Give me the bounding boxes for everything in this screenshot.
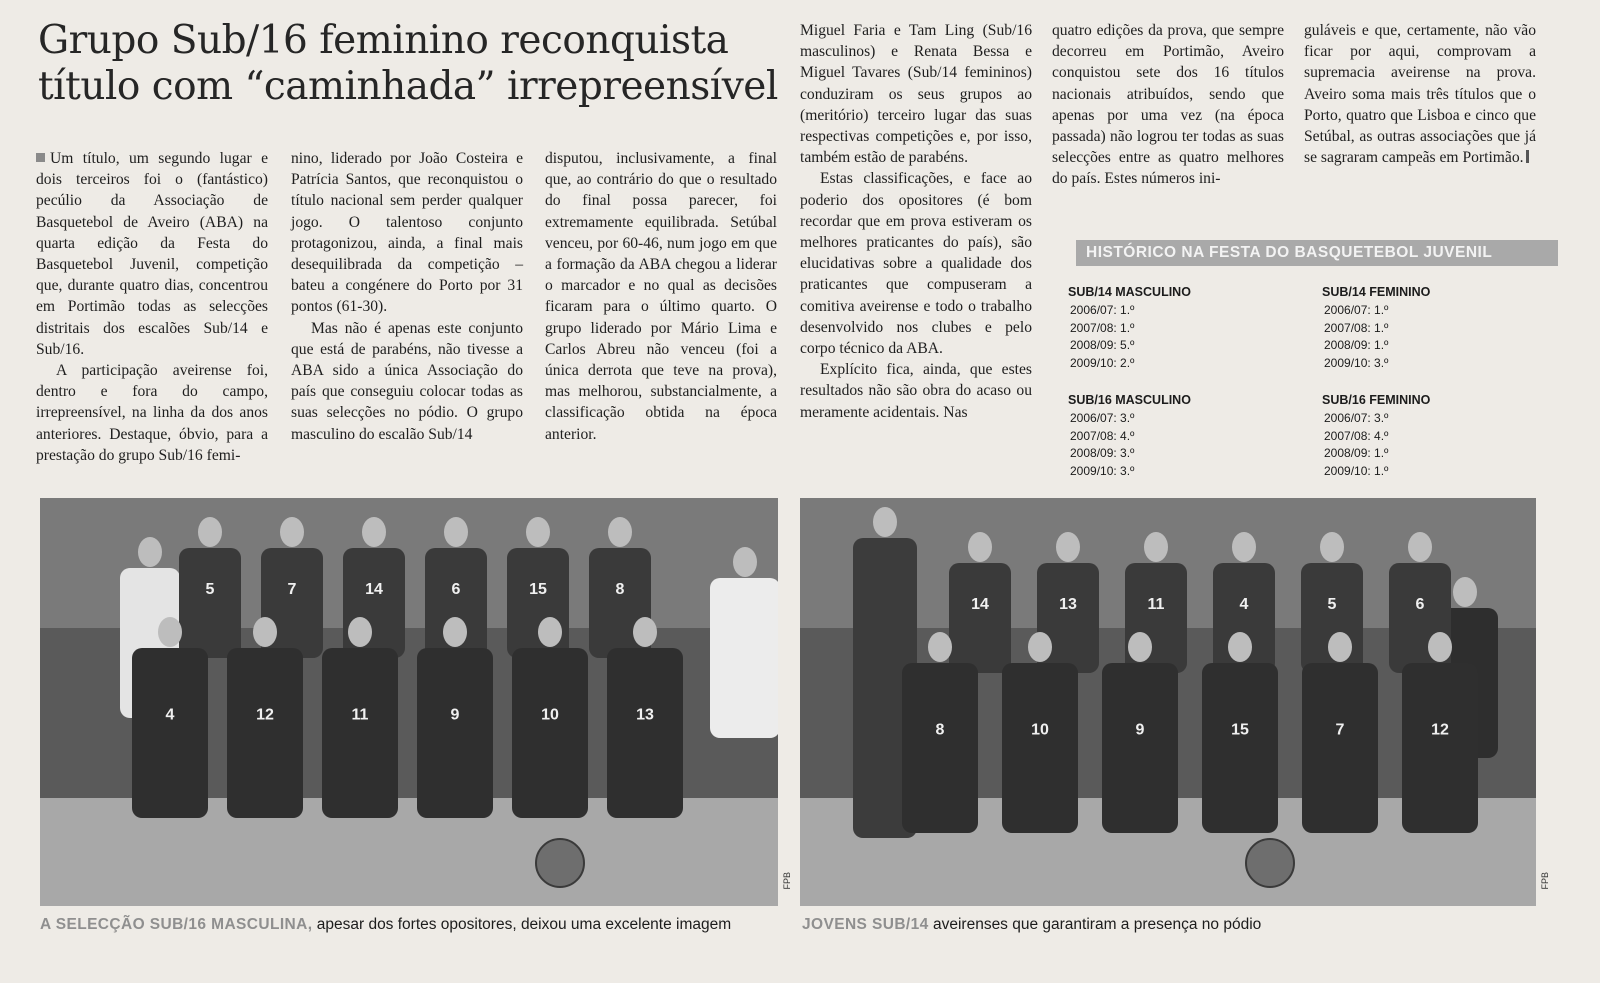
paragraph: guláveis e que, certamente, não vão ficar por aqui, comprovam a supremacia aveirense na prova. Aveiro soma mais três títulos que o Porto, quatro que Lisboa e cinco que Setúbal, as outras associações que já se sagraram campeãs em Portimão. [1304,22,1536,167]
jersey-number: 9 [1135,721,1145,739]
history-group [1068,392,1268,480]
player-jersey [1402,663,1478,833]
player-head [1232,532,1256,562]
player-jersey [949,563,1011,673]
paragraph: disputou, inclusivamente, a final que, ao contrário do que o resultado do final possa parecer, foi extremamente equilibrada. Setúbal venceu, por 60-46, num jogo em que a formação da ABA chegou a liderar o marcador e no qual as decisões ficaram para o último quarto. O grupo liderado por Mário Lima e Carlos Abreu não venceu (foi a única derrota que teve na prova), mas melhorou, substancialmente, a classificação obtida na época anterior. [545,150,777,443]
photo-credit: FPB [1540,872,1550,890]
photo-sub14-team [800,498,1536,906]
history-row: 2008/09: 1.º [1324,338,1389,352]
jersey-number: 14 [971,596,989,614]
paragraph: nino, liderado por João Costeira e Patrícia Santos, que reconquistou o título nacional sem perder qualquer jogo. O talentoso conjunto protagonizou, ainda, a final mais desequilibrada da competição – bateu a congénere do Porto por 31 pontos (61-30). [291,150,523,316]
jersey-number: 5 [205,581,215,599]
paragraph: Um título, um segundo lugar e dois terceiros foi o (fantástico) pecúlio da Associação de Basquetebol de Aveiro (ABA) na quarta edição da Festa do Basquetebol Juvenil, competição que, durante quatro dias, concentrou em Portimão todas as selecções distritais dos escalões Sub/14 e Sub/16. [36,150,268,358]
article-column-1 [36,148,268,466]
jersey-number: 10 [541,706,559,724]
article-column-4 [800,20,1032,423]
photo-caption-2 [802,915,1542,935]
player-head [1428,632,1452,662]
caption-lead: A SELECÇÃO SUB/16 MASCULINA, [40,916,313,933]
jersey-number: 4 [1239,596,1249,614]
jersey-number: 4 [165,706,175,724]
jersey-number: 13 [636,706,654,724]
player-jersey [507,548,569,658]
history-row: 2006/07: 3.º [1324,411,1389,425]
player-head [198,517,222,547]
jersey-number: 14 [365,581,383,599]
player-head [968,532,992,562]
player-jersey [322,648,398,818]
jersey-number: 15 [529,581,547,599]
jersey-number: 7 [1335,721,1345,739]
jersey-number: 10 [1031,721,1049,739]
jersey-number: 13 [1059,596,1077,614]
player-head [1408,532,1432,562]
player-head [444,517,468,547]
player-head [608,517,632,547]
paragraph: Mas não é apenas este conjunto que está de parabéns, não tivesse a ABA sido a única Associação do país que conseguiu colocar todas as suas selecções no pódio. O grupo masculino do escalão Sub/14 [291,319,523,443]
history-row: 2008/09: 5.º [1070,338,1135,352]
player-head [348,617,372,647]
headline: Grupo Sub/16 feminino reconquista título com “caminhada” irrepreensível [38,18,778,109]
player-jersey [417,648,493,818]
history-group-title: SUB/16 MASCULINO [1068,393,1191,407]
player-head [158,617,182,647]
player-head [1028,632,1052,662]
history-row: 2007/08: 1.º [1070,320,1135,335]
jersey-number: 5 [1327,596,1337,614]
player-head [538,617,562,647]
player-head [280,517,304,547]
player-jersey [1002,663,1078,833]
player-head [733,547,757,577]
player-jersey [1202,663,1278,833]
jersey-number: 11 [1147,596,1165,614]
player-head [1228,632,1252,662]
history-row: 2006/07: 3.º [1070,411,1135,425]
paragraph: Explícito fica, ainda, que estes resultados não são obra do acaso ou meramente acidentais. Nas [800,361,1032,421]
player-head [1328,632,1352,662]
player-head [443,617,467,647]
article-column-2 [291,148,523,445]
paragraph: Miguel Faria e Tam Ling (Sub/16 masculinos) e Renata Bessa e Miguel Tavares (Sub/14 femininos) conduziram os seus grupos ao (meritório) terceiro lugar das suas respectivas competições e, por isso, também estão de parabéns. [800,22,1032,167]
history-group-title: SUB/14 FEMININO [1322,285,1431,299]
history-row: 2009/10: 1.º [1324,463,1389,478]
history-group [1068,284,1268,372]
caption-text: apesar dos fortes opositores, deixou uma excelente imagem [312,916,732,933]
caption-lead: JOVENS SUB/14 [802,916,929,933]
article-column-5 [1052,20,1284,190]
player-head [1056,532,1080,562]
jersey-number: 9 [450,706,460,724]
jersey-number: 12 [1431,721,1449,739]
player-jersey [710,578,778,738]
end-mark-icon [1526,150,1529,163]
caption-text: aveirenses que garantiram a presença no pódio [928,916,1262,933]
history-row: 2006/07: 1.º [1324,303,1389,317]
team-photo-illustration [40,498,778,906]
jersey-number: 11 [351,706,369,724]
player-head [1144,532,1168,562]
player-head [362,517,386,547]
history-row: 2008/09: 3.º [1070,446,1135,460]
player-jersey [179,548,241,658]
player-jersey [607,648,683,818]
player-jersey [132,648,208,818]
paragraph: A participação aveirense foi, dentro e fora do campo, irrepreensível, na linha da dos anos anteriores. Destaque, óbvio, para a prestação do grupo Sub/16 femi- [36,362,268,464]
basketball [1246,839,1294,887]
jersey-number: 8 [615,581,625,599]
jersey-number: 15 [1231,721,1249,739]
paragraph: quatro edições da prova, que sempre decorreu em Portimão, Aveiro conquistou sete dos 16 títulos nacionais atribuídos, sendo que apenas por uma vez (na época passada) não logrou ter todas as suas selecções entre as quatro melhores do país. Estes números ini- [1052,22,1284,188]
history-group [1322,392,1522,480]
player-head [526,517,550,547]
photo-caption-1 [40,915,780,935]
history-row: 2007/08: 1.º [1324,320,1389,335]
paragraph: Estas classificações, e face ao poderio dos opositores (é bom recordar que em prova estiveram os melhores praticantes do país), são elucidativas sobre a qualidade dos praticantes que compuseram a comitiva aveirense e todo o trabalho desenvolvido nos clubes e pelo corpo técnico da ABA. [800,170,1032,358]
team-photo-illustration [800,498,1536,906]
player-jersey [902,663,978,833]
player-head [1128,632,1152,662]
player-head [873,507,897,537]
basketball [536,839,584,887]
history-row: 2009/10: 2.º [1070,355,1135,370]
article-column-3 [545,148,777,445]
player-head [928,632,952,662]
history-row: 2006/07: 1.º [1070,303,1135,317]
jersey-number: 7 [287,581,297,599]
history-group-title: SUB/16 FEMININO [1322,393,1431,407]
history-row: 2009/10: 3.º [1070,463,1135,478]
player-jersey [227,648,303,818]
player-jersey [1102,663,1178,833]
jersey-number: 8 [935,721,945,739]
history-row: 2009/10: 3.º [1324,355,1389,370]
history-group-title: SUB/14 MASCULINO [1068,285,1191,299]
photo-sub16-masculine-team [40,498,778,906]
player-head [253,617,277,647]
player-jersey [1302,663,1378,833]
article-column-6 [1304,20,1536,168]
lead-square-icon [36,153,45,162]
history-title: HISTÓRICO NA FESTA DO BASQUETEBOL JUVENIL [1076,240,1558,266]
history-row: 2008/09: 1.º [1324,446,1389,460]
history-row: 2007/08: 4.º [1070,428,1135,443]
history-row: 2007/08: 4.º [1324,428,1389,443]
player-head [1453,577,1477,607]
jersey-number: 12 [256,706,274,724]
photo-credit: FPB [782,872,792,890]
history-box [1068,240,1558,478]
player-jersey [512,648,588,818]
player-head [138,537,162,567]
jersey-number: 6 [451,581,461,599]
player-head [1320,532,1344,562]
jersey-number: 6 [1415,596,1425,614]
history-group [1322,284,1522,372]
player-head [633,617,657,647]
